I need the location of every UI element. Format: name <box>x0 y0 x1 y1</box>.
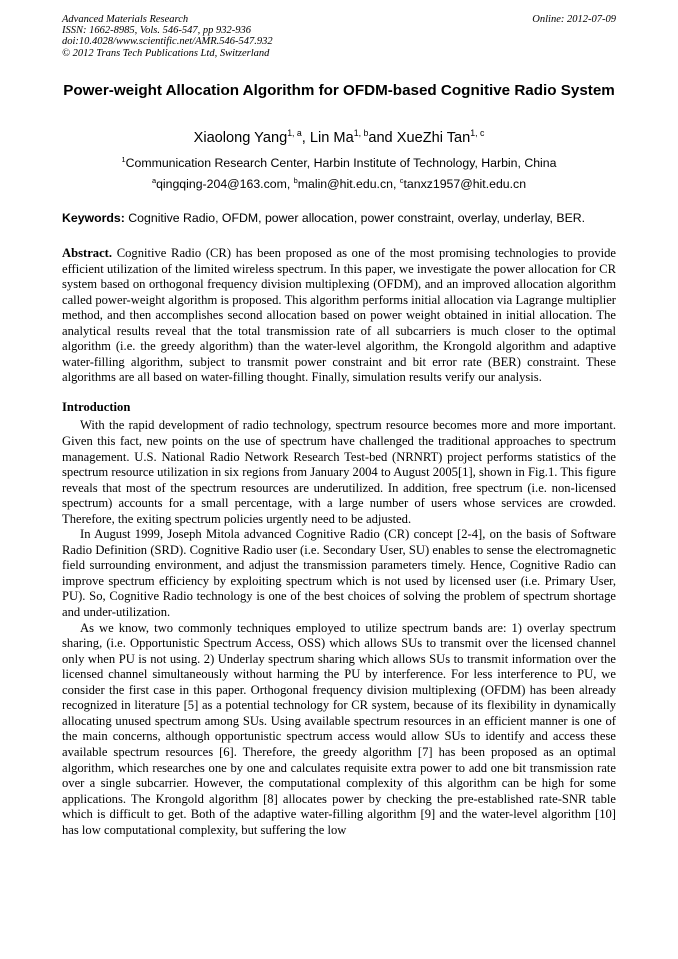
email-sup: a <box>151 175 157 185</box>
doi-line: doi:10.4028/www.scientific.net/AMR.546-547.932 <box>62 36 273 48</box>
email-text: malin@hit.edu.cn, <box>297 177 400 191</box>
author-name: Xiaolong Yang <box>193 130 288 146</box>
email-sup: b <box>293 175 298 185</box>
body-paragraph: As we know, two commonly techniques employed to utilize spectrum bands are: 1) overlay spectrum sharing, (i.e. Opportunistic Spectrum Access, OSS) which allows SUs to transmit over the licensed channel only when PU is not using. 2) Underlay spectrum sharing which allows SUs to transmit information over the licensed channel simultaneously without harming the PU by interference. For less interference to PU, we consider the first case in this paper. Orthogonal frequency division multiplexing (OFDM) has been already recognized in literature [5] as a potential technology for CR system, because of its flexibility in dynamically allocating unused spectrum among SUs. Using available spectrum resources in an efficient manner is one of the main concerns, although opportunistic spectrum access would allow SUs to identify and access these available spectrum resources [6]. Therefore, the greedy algorithm [7] has been proposed as an optimal algorithm, which researches one by one and calculates requisite extra power to add one bit transmission rate over a single subcarrier. However, the computational complexity of this algorithm can be high for some applications. The Krongold algorithm [8] allocates power by checking the pre-established rate-SNR table which is difficult to get. Both of the adaptive water-filling algorithm [9] and the water-level algorithm [10] has low computational complexity, but suffering the low <box>62 620 616 837</box>
author-sup: 1, b <box>353 128 369 139</box>
author-sup: 1, c <box>470 128 485 139</box>
online-date: Online: 2012-07-09 <box>532 14 616 25</box>
keywords-text: Cognitive Radio, OFDM, power allocation, power constraint, overlay, underlay, BER. <box>124 211 586 225</box>
keywords <box>62 210 616 226</box>
body-paragraph: With the rapid development of radio technology, spectrum resource becomes more and more important. Given this fact, new points on the use of spectrum have challenged the traditional approaches to spectrum management. U.S. National Radio Network Research Test-bed (NRNRT) project performs statistics of the spectrum resource utilization in six regions from January 2004 to August 2005[1], shown in Fig.1. This figure reveals that most of the spectrum resources are underutilized. In addition, free spectrum (i.e. non-licensed spectrum) accounts for a small percentage, with a large number of users whose services are crowded. Therefore, the exiting spectrum policies urgently need to be adjusted. <box>62 418 616 526</box>
email-sup: c <box>399 175 404 185</box>
abstract-label: Abstract. <box>62 246 113 260</box>
author-name: and XueZhi Tan <box>368 130 471 146</box>
abstract-text: Cognitive Radio (CR) has been proposed as one of the most promising technologies to provide efficient utilization of the limited wireless spectrum. In this paper, we investigate the power allocation for CR system based on orthogonal frequency division multiplexing (OFDM), and an improved allocation algorithm called power-weight algorithm is proposed. This algorithm performs initial allocation via Lagrange multiplier method, and then accomplishes second allocation based on power weight obtained in initial allocation. The analytical results reveal that the total transmission rate of all subcarriers is much closer to the optimal algorithm (i.e. the greedy algorithm) than the water-level algorithm, the Krongold algorithm and adaptive water-filling algorithm, subject to transmit power constraint and bit error rate (BER) constraint. These algorithms are all based on water-filling thought. Finally, simulation results verify our analysis. <box>62 246 616 385</box>
affiliation-text: Communication Research Center, Harbin Institute of Technology, Harbin, China <box>125 156 557 170</box>
author-sup: 1, a <box>287 128 302 139</box>
journal-header <box>62 14 616 59</box>
email-text: tanxz1957@hit.edu.cn <box>403 177 527 191</box>
author-list <box>62 129 616 147</box>
email-text: qingqing-204@163.com, <box>156 177 294 191</box>
paper-title: Power-weight Allocation Algorithm for OFDM-based Cognitive Radio System <box>63 82 615 99</box>
body-paragraph: In August 1999, Joseph Mitola advanced Cognitive Radio (CR) concept [2-4], on the basis of Software Radio Definition (SRD). Cognitive Radio user (i.e. Secondary User, SU) enables to sense the electromagnetic field surrounding environment, and adjust the transmission parameters timely. Hence, Cognitive Radio can improve spectrum efficiency by exploiting spectrum which is not used by licensed user (i.e. Primary User, PU). So, Cognitive Radio technology is one of the best choices of solving the problem of spectrum shortage and under-utilization. <box>62 527 616 620</box>
issn-line: ISSN: 1662-8985, Vols. 546-547, pp 932-936 <box>62 25 251 37</box>
keywords-label: Keywords: <box>62 211 125 225</box>
section-heading-introduction: Introduction <box>62 399 131 414</box>
affiliation-sup: 1 <box>121 154 126 164</box>
journal-name: Advanced Materials Research <box>62 14 189 25</box>
abstract-paragraph <box>62 246 616 386</box>
copyright-line: © 2012 Trans Tech Publications Ltd, Switzerland <box>62 47 270 59</box>
affiliation <box>62 155 616 171</box>
author-name: , Lin Ma <box>301 130 354 146</box>
paper-body <box>62 246 616 838</box>
email-list <box>62 176 616 192</box>
